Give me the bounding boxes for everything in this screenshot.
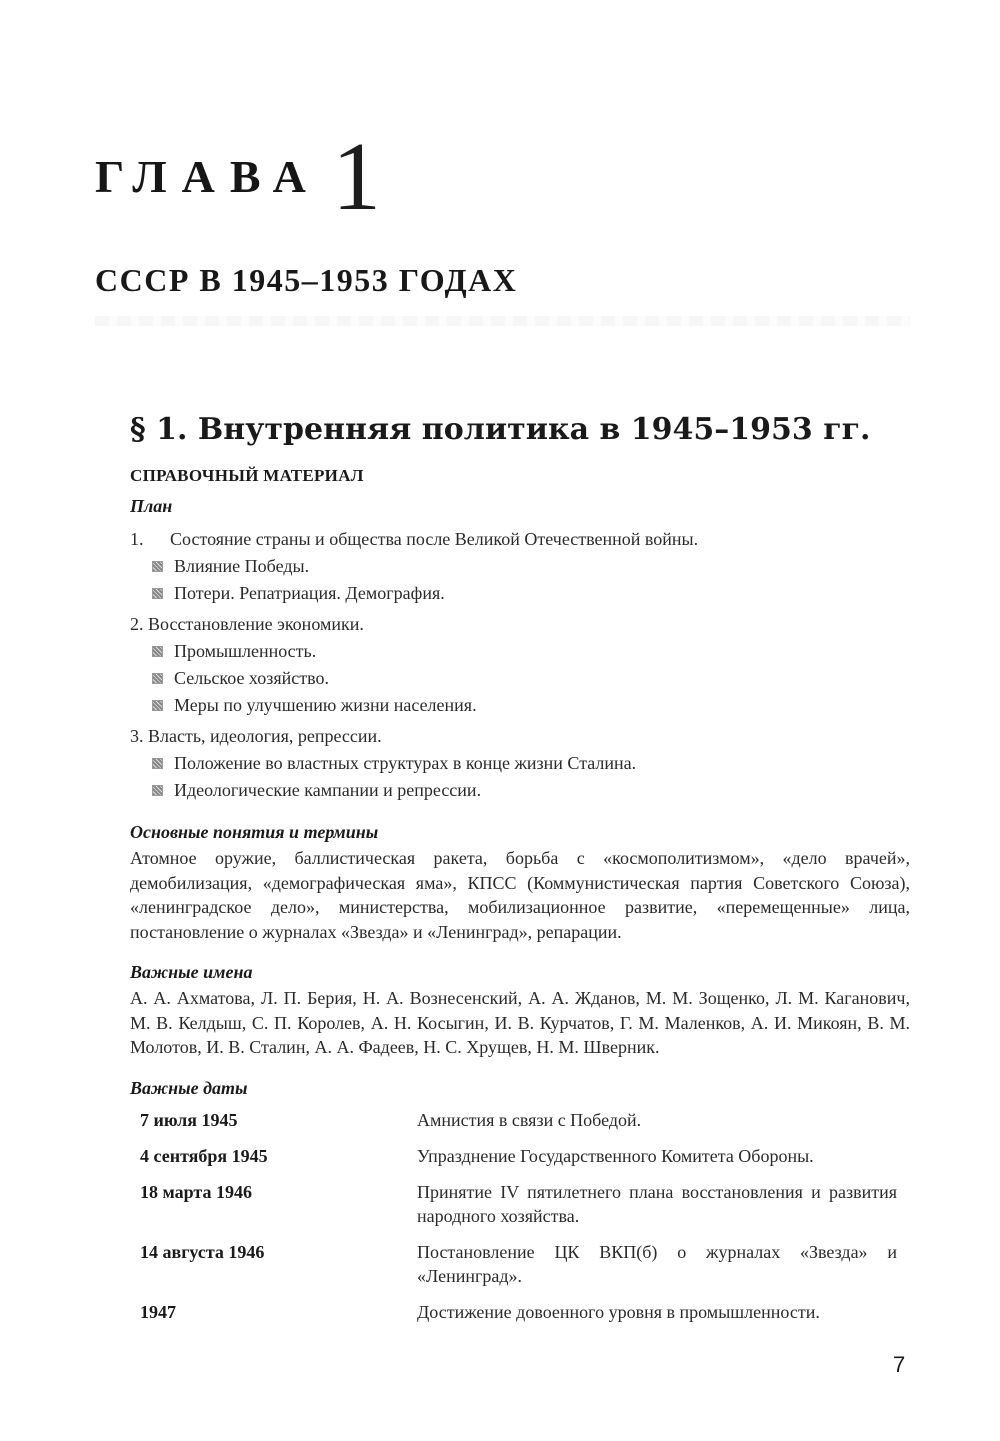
date-row — [130, 1240, 910, 1288]
date-event: Постановление ЦК ВКП(б) о журналах «Звезда» и «Ленинград». — [417, 1242, 897, 1286]
date-value: 18 марта 1946 — [140, 1182, 252, 1202]
square-bullet-icon — [152, 673, 163, 684]
chapter-title: СССР В 1945–1953 ГОДАХ — [95, 262, 518, 298]
plan-subitem — [130, 553, 930, 580]
square-bullet-icon — [152, 646, 163, 657]
date-value: 1947 — [140, 1302, 176, 1322]
faint-divider — [95, 316, 910, 326]
plan-item-number: 3. — [130, 726, 144, 746]
date-event: Упразднение Государственного Комитета Обороны. — [417, 1146, 814, 1166]
date-row — [130, 1300, 910, 1324]
names-text: А. А. Ахматова, Л. П. Берия, Н. А. Вознесенский, А. А. Жданов, М. М. Зощенко, Л. М. Каганович, М. В. Келдыш, С. П. Королев, А. Н. Косыгин, И. В. Курчатов, Г. М. Маленков, А. И. Микоян, В. М. Молотов, И. В. Сталин, А. А. Фадеев, Н. С. Хрущев, Н. М. Шверник. — [130, 988, 910, 1057]
date-row — [130, 1180, 910, 1228]
reference-heading: СПРАВОЧНЫЙ МАТЕРИАЛ — [130, 466, 364, 485]
plan-subitem-text: Идеологические кампании и репрессии. — [174, 780, 482, 800]
plan-item — [130, 526, 930, 553]
plan-heading: План — [130, 496, 173, 516]
plan-subitem — [130, 665, 930, 692]
date-row — [130, 1144, 910, 1168]
square-bullet-icon — [152, 758, 163, 769]
names-heading: Важные имена — [130, 962, 253, 982]
plan-item — [130, 611, 930, 638]
square-bullet-icon — [152, 561, 163, 572]
date-value: 14 августа 1946 — [140, 1242, 265, 1262]
date-value: 7 июля 1945 — [140, 1110, 238, 1130]
date-event: Амнистия в связи с Победой. — [417, 1110, 642, 1130]
plan-item-text: Власть, идеология, репрессии. — [148, 726, 382, 746]
dates-table — [130, 1108, 910, 1336]
plan-item-text: Состояние страны и общества после Великой Отечественной войны. — [170, 529, 699, 549]
plan-subitem — [130, 638, 930, 665]
plan-subitem — [130, 750, 930, 777]
plan-subitem-text: Сельское хозяйство. — [174, 668, 330, 688]
date-event: Принятие IV пятилетнего плана восстановления и развития народного хозяйства. — [417, 1182, 897, 1226]
plan-list — [130, 526, 930, 804]
plan-subitem-text: Меры по улучшению жизни населения. — [174, 695, 477, 715]
plan-subitem-text: Потери. Репатриация. Демография. — [174, 583, 445, 603]
chapter-label: ГЛАВА — [95, 151, 321, 202]
concepts-heading: Основные понятия и термины — [130, 822, 379, 842]
dates-heading: Важные даты — [130, 1078, 248, 1098]
plan-subitem-text: Промышленность. — [174, 641, 317, 661]
square-bullet-icon — [152, 700, 163, 711]
chapter-number: 1 — [332, 123, 381, 231]
square-bullet-icon — [152, 785, 163, 796]
plan-subitem — [130, 777, 930, 804]
section-title: § 1. Внутренняя политика в 1945–1953 гг. — [130, 412, 871, 447]
plan-subitem — [130, 692, 930, 719]
concepts-text: Атомное оружие, баллистическая ракета, борьба с «космополитизмом», «дело врачей», демобилизация, «демографическая яма», КПСС (Коммунистическая партия Советского Союза), «ленинградское дело», министерства, мобилизационное развитие, «перемещенные» лица, постановление о журналах «Звезда» и «Ленинград», репарации. — [130, 848, 910, 942]
plan-item-number: 2. — [130, 614, 144, 634]
plan-item-text: Восстановление экономики. — [148, 614, 364, 634]
plan-subitem — [130, 580, 930, 607]
date-row — [130, 1108, 910, 1132]
square-bullet-icon — [152, 588, 163, 599]
plan-item-number: 1. — [130, 529, 144, 549]
page-number: 7 — [893, 1352, 906, 1377]
date-event: Достижение довоенного уровня в промышленности. — [417, 1302, 820, 1322]
plan-subitem-text: Положение во властных структурах в конце жизни Сталина. — [174, 753, 637, 773]
plan-subitem-text: Влияние Победы. — [174, 556, 310, 576]
date-value: 4 сентября 1945 — [140, 1146, 268, 1166]
plan-item — [130, 723, 930, 750]
